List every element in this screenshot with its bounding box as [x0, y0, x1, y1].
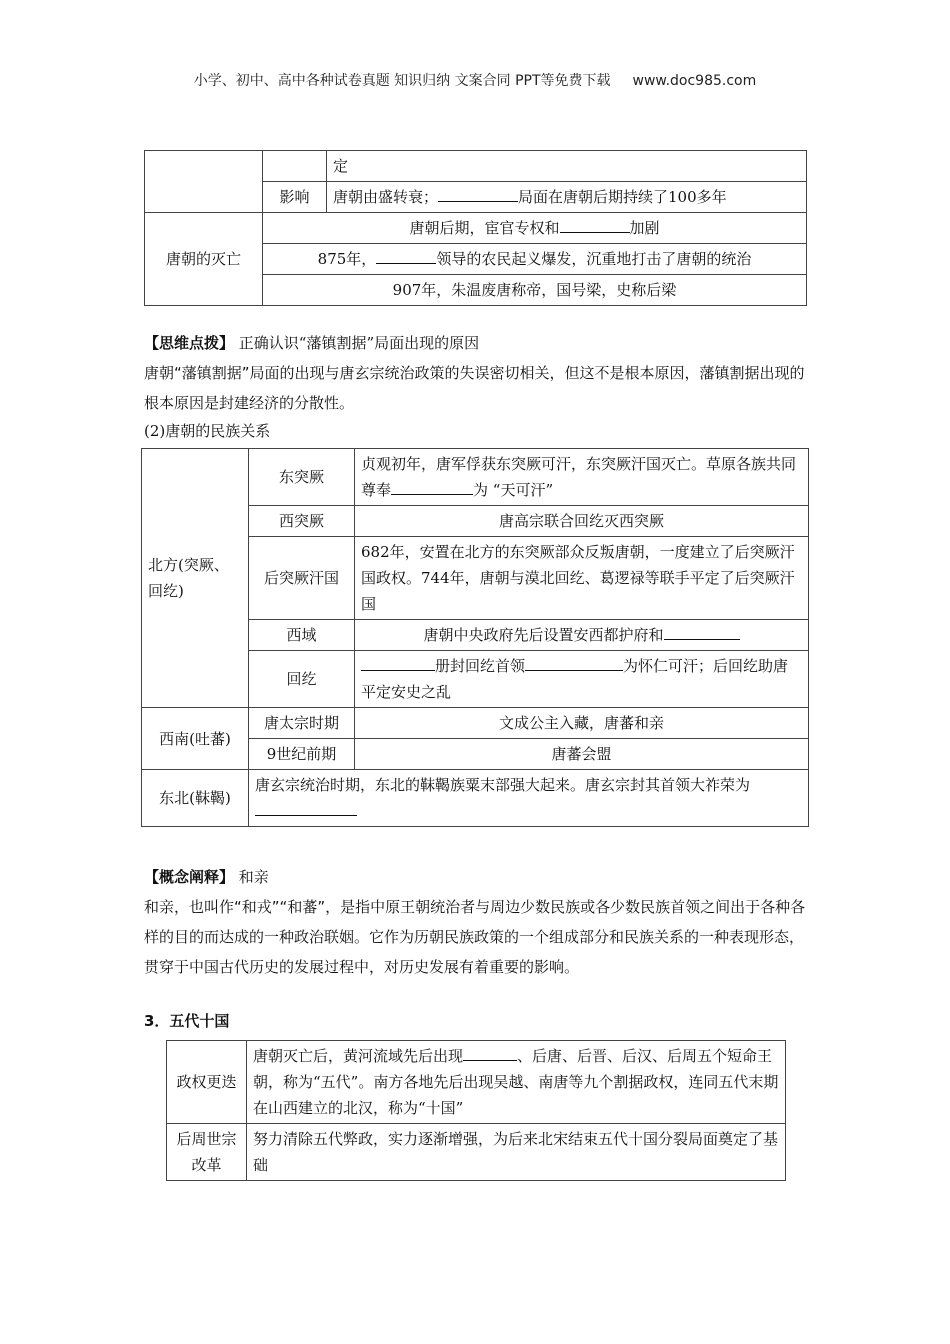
- answer-blank[interactable]: [664, 624, 740, 640]
- table-tang-fall: [144, 150, 807, 306]
- ninth-century-label: 9世纪前期: [249, 739, 355, 770]
- table1-empty-cell: [145, 151, 263, 213]
- reform-content: 努力清除五代弊政，实力逐渐增强，为后来北宋结束五代十国分裂局面奠定了基础: [247, 1124, 786, 1181]
- table1-empty-label: [263, 151, 327, 182]
- influence-label: 影响: [263, 182, 327, 213]
- table-ethnic-relations: [141, 448, 809, 827]
- huihe-content: 册封回纥首领 为怀仁可汗；后回纥助唐平定安史之乱: [355, 651, 809, 708]
- influence-content: 唐朝由盛转衰； 局面在唐朝后期持续了100多年: [327, 182, 807, 213]
- thinking-tip-title: [144, 328, 809, 358]
- fall-label: 唐朝的灭亡: [145, 213, 263, 306]
- xiyu-label: 西域: [249, 620, 355, 651]
- page-header: [0, 70, 950, 90]
- concept-tip-title: [144, 862, 809, 892]
- taizong-label: 唐太宗时期: [249, 708, 355, 739]
- section-ethnic-relations: (2)唐朝的民族关系: [144, 422, 271, 440]
- answer-blank[interactable]: [376, 248, 436, 264]
- taizong-content: 文成公主入藏，唐蕃和亲: [355, 708, 809, 739]
- thinking-tip-body: 唐朝“藩镇割据”局面的出现与唐玄宗统治政策的失误密切相关，但这不是根本原因，藩镇割据出现的根本原因是封建经济的分散性。: [144, 364, 805, 412]
- header-url[interactable]: www.doc985.com: [632, 73, 757, 89]
- later-turk-label: 后突厥汗国: [249, 537, 355, 620]
- regime-label: 政权更迭: [167, 1041, 247, 1124]
- reform-label: 后周世宗改革: [167, 1124, 247, 1181]
- north-label: 北方(突厥、回纥): [142, 449, 249, 708]
- tip-tag: 【概念阐释】: [144, 868, 235, 886]
- header-text: 小学、初中、高中各种试卷真题 知识归纳 文案合同 PPT等免费下载: [193, 73, 611, 89]
- west-turk-content: 唐高宗联合回纥灭西突厥: [355, 506, 809, 537]
- xiyu-content: 唐朝中央政府先后设置安西都护府和: [355, 620, 809, 651]
- fall-row-2: 875年， 领导的农民起义爆发，沉重地打击了唐朝的统治: [263, 244, 807, 275]
- answer-blank[interactable]: [525, 655, 623, 671]
- fall-row-1: 唐朝后期，宦官专权和 加剧: [263, 213, 807, 244]
- northeast-content: 唐玄宗统治时期，东北的靺鞨族粟末部强大起来。唐玄宗封其首领大祚荣为: [249, 770, 809, 827]
- answer-blank[interactable]: [438, 186, 518, 202]
- huihe-label: 回纥: [249, 651, 355, 708]
- fall-row-3: 907年，朱温废唐称帝，国号梁，史称后梁: [263, 275, 807, 306]
- answer-blank[interactable]: [463, 1045, 517, 1061]
- tip-tag: 【思维点拨】: [144, 334, 235, 352]
- northeast-label: 东北(靺鞨): [142, 770, 249, 827]
- answer-blank[interactable]: [391, 479, 473, 495]
- table1-r0-content: 定: [327, 151, 807, 182]
- ninth-century-content: 唐蕃会盟: [355, 739, 809, 770]
- answer-blank[interactable]: [361, 655, 435, 671]
- southwest-label: 西南(吐蕃): [142, 708, 249, 770]
- section-five-dynasties: 3．五代十国: [144, 1012, 230, 1030]
- east-turk-content: 贞观初年，唐军俘获东突厥可汗，东突厥汗国灭亡。草原各族共同尊奉 为 “天可汗”: [355, 449, 809, 506]
- answer-blank[interactable]: [255, 800, 357, 816]
- answer-blank[interactable]: [560, 217, 630, 233]
- regime-content: 唐朝灭亡后，黄河流域先后出现 、后唐、后晋、后汉、后周五个短命王朝，称为“五代”。南方各地先后出现吴越、南唐等九个割据政权，连同五代末期在山西建立的北汉，称为“十国”: [247, 1041, 786, 1124]
- later-turk-content: 682年，安置在北方的东突厥部众反叛唐朝，一度建立了后突厥汗国政权。744年，唐朝与漠北回纥、葛逻禄等联手平定了后突厥汗国: [355, 537, 809, 620]
- concept-tip-body: 和亲，也叫作“和戎”“和蕃”，是指中原王朝统治者与周边少数民族或各少数民族首领之间出于各种各样的目的而达成的一种政治联姻。它作为历朝民族政策的一个组成部分和民族关系的一种表现形态，贯穿于中国古代历史的发展过程中，对历史发展有着重要的影响。: [144, 898, 806, 976]
- tip-title: 正确认识“藩镇割据”局面出现的原因: [238, 334, 480, 352]
- east-turk-label: 东突厥: [249, 449, 355, 506]
- west-turk-label: 西突厥: [249, 506, 355, 537]
- tip-title: 和亲: [238, 868, 269, 886]
- table-five-dynasties: [166, 1040, 786, 1181]
